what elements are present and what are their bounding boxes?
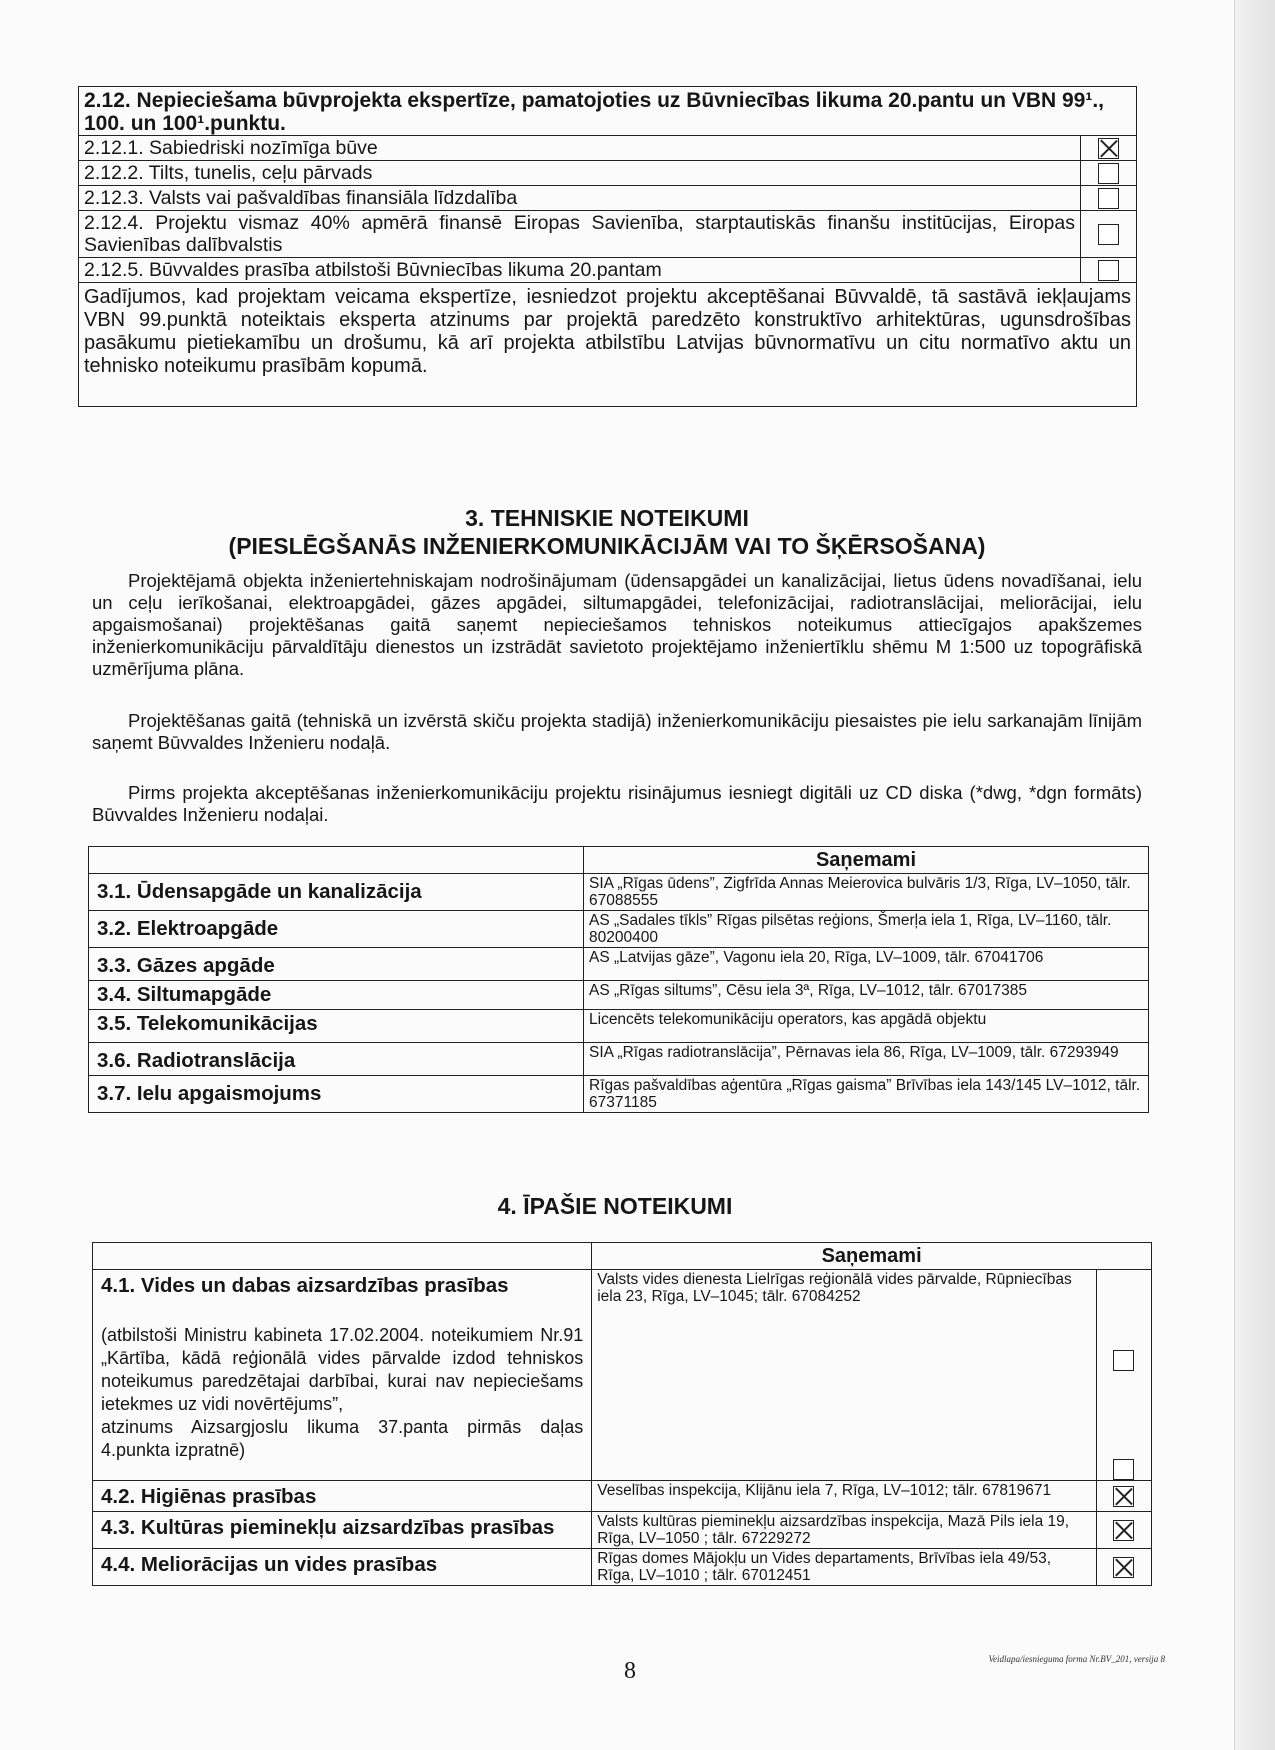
row-label: 4.2. Higiēnas prasības [93,1481,592,1512]
row-label: 3.5. Telekomunikācijas [89,1010,584,1043]
table-row [89,1010,1149,1043]
row-source: Licencēts telekomunikāciju operators, kas apgādā objektu [584,1010,1149,1043]
row-label: 3.2. Elektroapgāde [89,911,584,948]
expertise-item-label: 2.12.3. Valsts vai pašvaldības finansiāla līdzdalība [79,186,1081,211]
column-header: Saņemami [584,847,1149,874]
table-header-row [93,1243,1152,1270]
expertise-note: Gadījumos, kad projektam veicama ekspertīze, iesniedzot projektu akceptēšanai Būvvaldē, tā sastāvā iekļaujams VBN 99.punktā noteiktais eksperta atzinums par projektā paredzēto konstruktīvo arhitektūras, ugunsdrošības pasākumu pietiekamību un drošumu, kā arī projekta atbilstību Latvijas būvnormatīvu un citu normatīvo aktu un tehnisko noteikumu prasībām kopumā. [79,283,1137,407]
table-row [93,1270,1152,1481]
table-header-row [89,847,1149,874]
row-label: 4.3. Kultūras pieminekļu aizsardzības prasības [93,1512,592,1549]
row-label: 3.1. Ūdensapgāde un kanalizācija [89,874,584,911]
row-source: AS „Latvijas gāze”, Vagonu iela 20, Rīga, LV–1009, tālr. 67041706 [584,948,1149,981]
row-source: SIA „Rīgas ūdens”, Zigfrīda Annas Meierovica bulvāris 1/3, Rīga, LV–1050, tālr. 67088555 [584,874,1149,911]
section4-title: 4. ĪPAŠIE NOTEIKUMI [497,1193,733,1219]
expertise-header-row [79,87,1137,136]
row-source: SIA „Rīgas radiotranslācija”, Pērnavas iela 86, Rīga, LV–1009, tālr. 67293949 [584,1043,1149,1076]
expertise-item-label: 2.12.1. Sabiedriski nozīmīga būve [79,136,1081,161]
expertise-note-row [79,283,1137,407]
checkbox-checked[interactable] [1113,1486,1134,1507]
expertise-header: 2.12. Nepieciešama būvprojekta ekspertīze, pamatojoties uz Būvniecības likuma 20.pantu un VBN 99¹., 100. un 100¹.punktu. [79,87,1137,136]
expertise-item-label: 2.12.2. Tilts, tunelis, ceļu pārvads [79,161,1081,186]
row-source: AS „Sadales tīkls” Rīgas pilsētas reģions, Šmerļa iela 1, Rīga, LV–1160, tālr. 80200400 [584,911,1149,948]
checkbox-checked[interactable] [1113,1557,1134,1578]
section3-paragraph: Projektēšanas gaitā (tehniskā un izvērstā skiču projekta stadijā) inženierkomunikāciju piesaistes pie ielu sarkanajām līnijām saņemt Būvvaldes Inženieru nodaļā. [92,710,1142,753]
row-label [93,1270,592,1481]
table-row [89,874,1149,911]
row-label: 3.3. Gāzes apgāde [89,948,584,981]
row-label-detail: atzinums Aizsargjoslu likuma 37.panta pirmās daļas 4.punkta izpratnē) [101,1417,584,1460]
section3-paragraph: Projektējamā objekta inženiertehniskajam nodrošinājumam (ūdensapgādei un kanalizācijai, lietus ūdens novadīšanai, ielu un ceļu ierīkošanai, elektroapgādei, gāzes apgādei, siltumapgādei, telefonizācijai, radiotranslācijai, meliorācijai, ielu apgaismošanai) projektēšanas gaitā saņemt nepieciešamos tehniskos noteikumus attiecīgajos apakšzemes inženierkomunikāciju pārvaldītāju dienestos un izstrādāt savietoto projektējamo inženiertīklu shēmu M 1:500 uz topogrāfiskā uzmērījuma plāna. [92,570,1142,679]
technical-conditions-table [88,846,1149,1113]
column-header: Saņemami [592,1243,1152,1270]
checkbox-unchecked[interactable] [1098,163,1119,184]
row-source: Veselības inspekcija, Klijānu iela 7, Rīga, LV–1012; tālr. 67819671 [592,1481,1096,1512]
expertise-item-label: 2.12.4. Projektu vismaz 40% apmērā finansē Eiropas Savienība, starptautiskās finanšu institūcijas, Eiropas Savienības dalībvalstis [79,211,1081,258]
table-row [93,1481,1152,1512]
row-source: AS „Rīgas siltums”, Cēsu iela 3ª, Rīga, LV–1012, tālr. 67017385 [584,981,1149,1010]
table-row [89,911,1149,948]
checkbox-unchecked[interactable] [1098,224,1119,245]
checkbox-checked[interactable] [1113,1520,1134,1541]
row-source: Valsts kultūras pieminekļu aizsardzības inspekcija, Mazā Pils iela 19, Rīga, LV–1050 ; tālr. 67229272 [592,1512,1096,1549]
special-conditions-table [92,1242,1152,1586]
expertise-row [79,186,1137,211]
page-number: 8 [624,1658,636,1684]
checkbox-unchecked[interactable] [1113,1350,1134,1371]
section3-title-line2: (PIESLĒGŠANĀS INŽENIERKOMUNIKĀCIJĀM VAI TO ŠĶĒRSOŠANA) [228,533,986,559]
expertise-row [79,211,1137,258]
table-row [93,1512,1152,1549]
checkbox-unchecked[interactable] [1098,188,1119,209]
table-row [89,981,1149,1010]
checkbox-unchecked[interactable] [1098,260,1119,281]
checkbox-checked[interactable] [1098,138,1119,159]
expertise-row [79,136,1137,161]
row-source: Valsts vides dienesta Lielrīgas reģionālā vides pārvalde, Rūpniecības iela 23, Rīga, LV–1045; tālr. 67084252 [592,1270,1096,1481]
expertise-item-label: 2.12.5. Būvvaldes prasība atbilstoši Būvniecības likuma 20.pantam [79,258,1081,283]
expertise-row [79,161,1137,186]
page-edge-shadow [1234,0,1275,1750]
row-label: 3.6. Radiotranslācija [89,1043,584,1076]
section3-title [78,504,1136,560]
checkbox-unchecked[interactable] [1113,1459,1134,1480]
expertise-row [79,258,1137,283]
row-label: 3.4. Siltumapgāde [89,981,584,1010]
row-label: 3.7. Ielu apgaismojums [89,1076,584,1113]
table-row [93,1549,1152,1586]
row-source: Rīgas pašvaldības aģentūra „Rīgas gaisma” Brīvības iela 143/145 LV–1012, tālr. 67371185 [584,1076,1149,1113]
section3-title-line1: 3. TEHNISKIE NOTEIKUMI [465,505,749,531]
table-row [89,1043,1149,1076]
table-row [89,948,1149,981]
row-source: Rīgas domes Mājokļu un Vides departaments, Brīvības iela 49/53, Rīga, LV–1010 ; tālr. 67012451 [592,1549,1096,1586]
form-version-note: Veidlapa/iesnieguma forma Nr.BV_201, versija 8 [988,1654,1165,1664]
expertise-table [78,86,1137,407]
row-label-detail: (atbilstoši Ministru kabineta 17.02.2004. noteikumiem Nr.91 „Kārtība, kādā reģionālā vides pārvalde izdod tehniskos noteikumus paredzētajai darbībai, kurai nav nepieciešams ietekmes uz vidi novērtējums”, [101,1325,584,1414]
table-row [89,1076,1149,1113]
row-label-title: 4.1. Vides un dabas aizsardzības prasības [101,1274,509,1297]
row-label: 4.4. Meliorācijas un vides prasības [93,1549,592,1586]
section3-paragraph: Pirms projekta akceptēšanas inženierkomunikāciju projektu risinājumus iesniegt digitāli uz CD diska (*dwg, *dgn formāts) Būvvaldes Inženieru nodaļai. [92,782,1142,825]
